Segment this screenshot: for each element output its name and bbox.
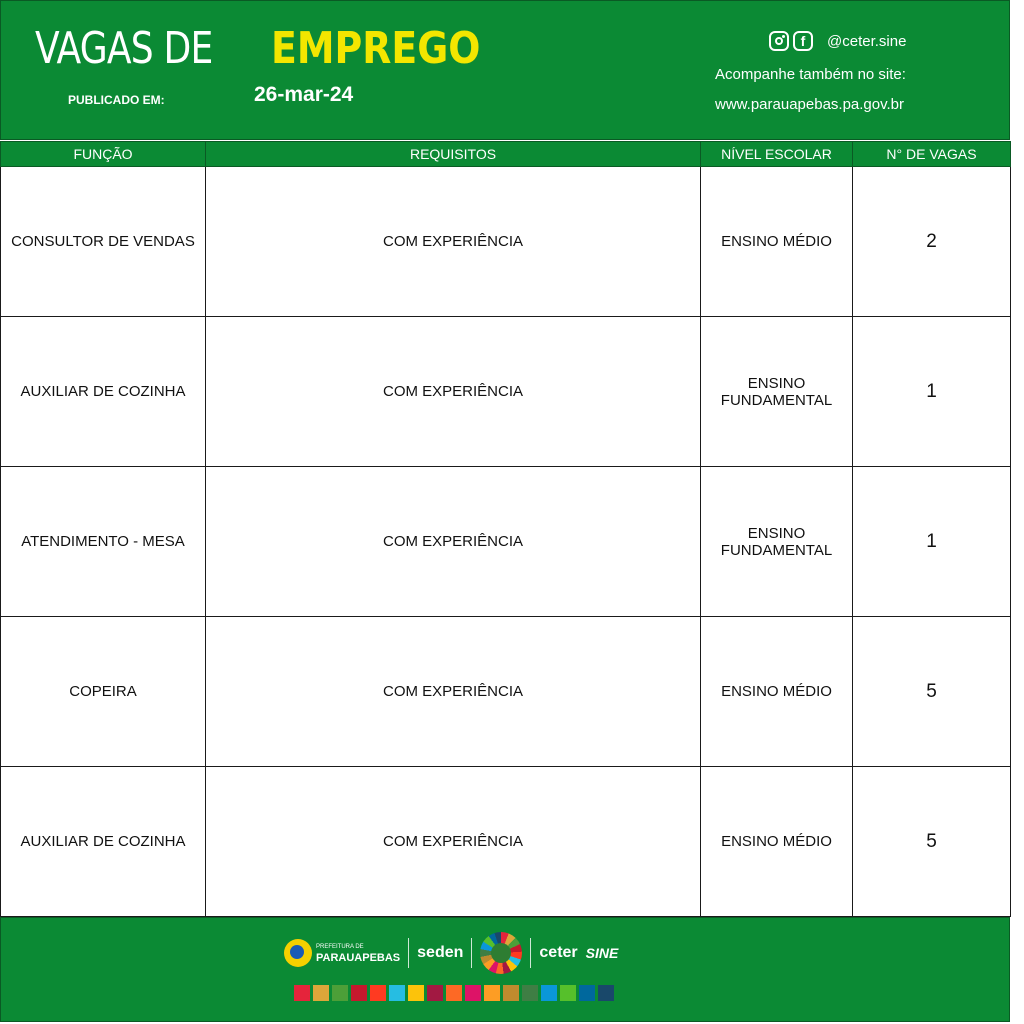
published-date: 26-mar-24 <box>254 83 354 106</box>
cell-vagas: 2 <box>853 167 1011 317</box>
cell-funcao: AUXILIAR DE COZINHA <box>1 767 206 917</box>
column-header-nivel: NÍVEL ESCOLAR <box>701 142 853 167</box>
cell-nivel: ENSINO MÉDIO <box>701 767 853 917</box>
cell-funcao: COPEIRA <box>1 617 206 767</box>
column-header-funcao: FUNÇÃO <box>1 142 206 167</box>
sdg-goal-icon <box>484 985 500 1001</box>
table-row <box>1 617 1011 767</box>
sdg-goal-icon <box>522 985 538 1001</box>
cell-requisitos: COM EXPERIÊNCIA <box>206 467 701 617</box>
cell-funcao: AUXILIAR DE COZINHA <box>1 317 206 467</box>
seden-logo: seden <box>417 944 464 961</box>
cell-requisitos: COM EXPERIÊNCIA <box>206 167 701 317</box>
table-row <box>1 467 1011 617</box>
cell-requisitos: COM EXPERIÊNCIA <box>206 767 701 917</box>
column-header-vagas: N° DE VAGAS <box>853 142 1011 167</box>
sdg-goal-icon <box>370 985 386 1001</box>
sdg-goal-icon <box>598 985 614 1001</box>
logo-divider <box>530 938 531 968</box>
ceter-logo: ceter <box>539 944 578 961</box>
table-row <box>1 317 1011 467</box>
sine-logo: SINE <box>585 945 619 961</box>
prefeitura-logo-top: PREFEITURA DE <box>316 944 364 950</box>
table-row <box>1 167 1011 317</box>
site-url[interactable]: www.parauapebas.pa.gov.br <box>715 96 905 113</box>
job-table <box>0 141 1011 917</box>
sdg-goal-icon <box>560 985 576 1001</box>
prefeitura-logo-text: PARAUAPEBAS <box>316 952 401 964</box>
cell-nivel: ENSINO FUNDAMENTAL <box>701 317 853 467</box>
prefeitura-emblem-icon <box>284 939 312 967</box>
sdg-goal-icon <box>427 985 443 1001</box>
sdg-goal-icon <box>389 985 405 1001</box>
title-vagas: VAGAS DE <box>35 23 213 74</box>
sdg-goal-icon <box>579 985 595 1001</box>
cell-nivel: ENSINO MÉDIO <box>701 167 853 317</box>
sdg-goal-icon <box>446 985 462 1001</box>
table-header-row <box>1 142 1011 167</box>
sdg-goal-icon <box>294 985 310 1001</box>
sdg-goal-icon <box>332 985 348 1001</box>
table-row <box>1 767 1011 917</box>
page-header <box>0 0 1010 140</box>
cell-funcao: CONSULTOR DE VENDAS <box>1 167 206 317</box>
social-handle[interactable]: @ceter.sine <box>827 32 907 50</box>
sdg-icons-row <box>294 985 614 1001</box>
instagram-icon[interactable] <box>769 31 789 51</box>
cell-vagas: 5 <box>853 617 1011 767</box>
sdg-goal-icon <box>351 985 367 1001</box>
page-footer <box>0 917 1010 1022</box>
sdg-goal-icon <box>503 985 519 1001</box>
cell-vagas: 1 <box>853 317 1011 467</box>
sdg-goal-icon <box>313 985 329 1001</box>
sdg-wheel-icon <box>480 932 522 974</box>
sdg-goal-icon <box>465 985 481 1001</box>
site-note: Acompanhe também no site: <box>715 66 906 83</box>
logo-divider <box>471 938 472 968</box>
logo-divider <box>408 938 409 968</box>
cell-requisitos: COM EXPERIÊNCIA <box>206 317 701 467</box>
cell-requisitos: COM EXPERIÊNCIA <box>206 617 701 767</box>
cell-nivel: ENSINO MÉDIO <box>701 617 853 767</box>
cell-vagas: 1 <box>853 467 1011 617</box>
cell-nivel: ENSINO FUNDAMENTAL <box>701 467 853 617</box>
column-header-requisitos: REQUISITOS <box>206 142 701 167</box>
facebook-icon[interactable]: f <box>793 31 813 51</box>
sdg-goal-icon <box>408 985 424 1001</box>
prefeitura-logo <box>284 939 400 967</box>
published-label: PUBLICADO EM: <box>68 93 165 107</box>
partner-logos <box>284 932 618 974</box>
title-emprego: EMPREGO <box>271 23 481 74</box>
social-links <box>769 31 906 51</box>
sdg-goal-icon <box>541 985 557 1001</box>
cell-funcao: ATENDIMENTO - MESA <box>1 467 206 617</box>
cell-vagas: 5 <box>853 767 1011 917</box>
